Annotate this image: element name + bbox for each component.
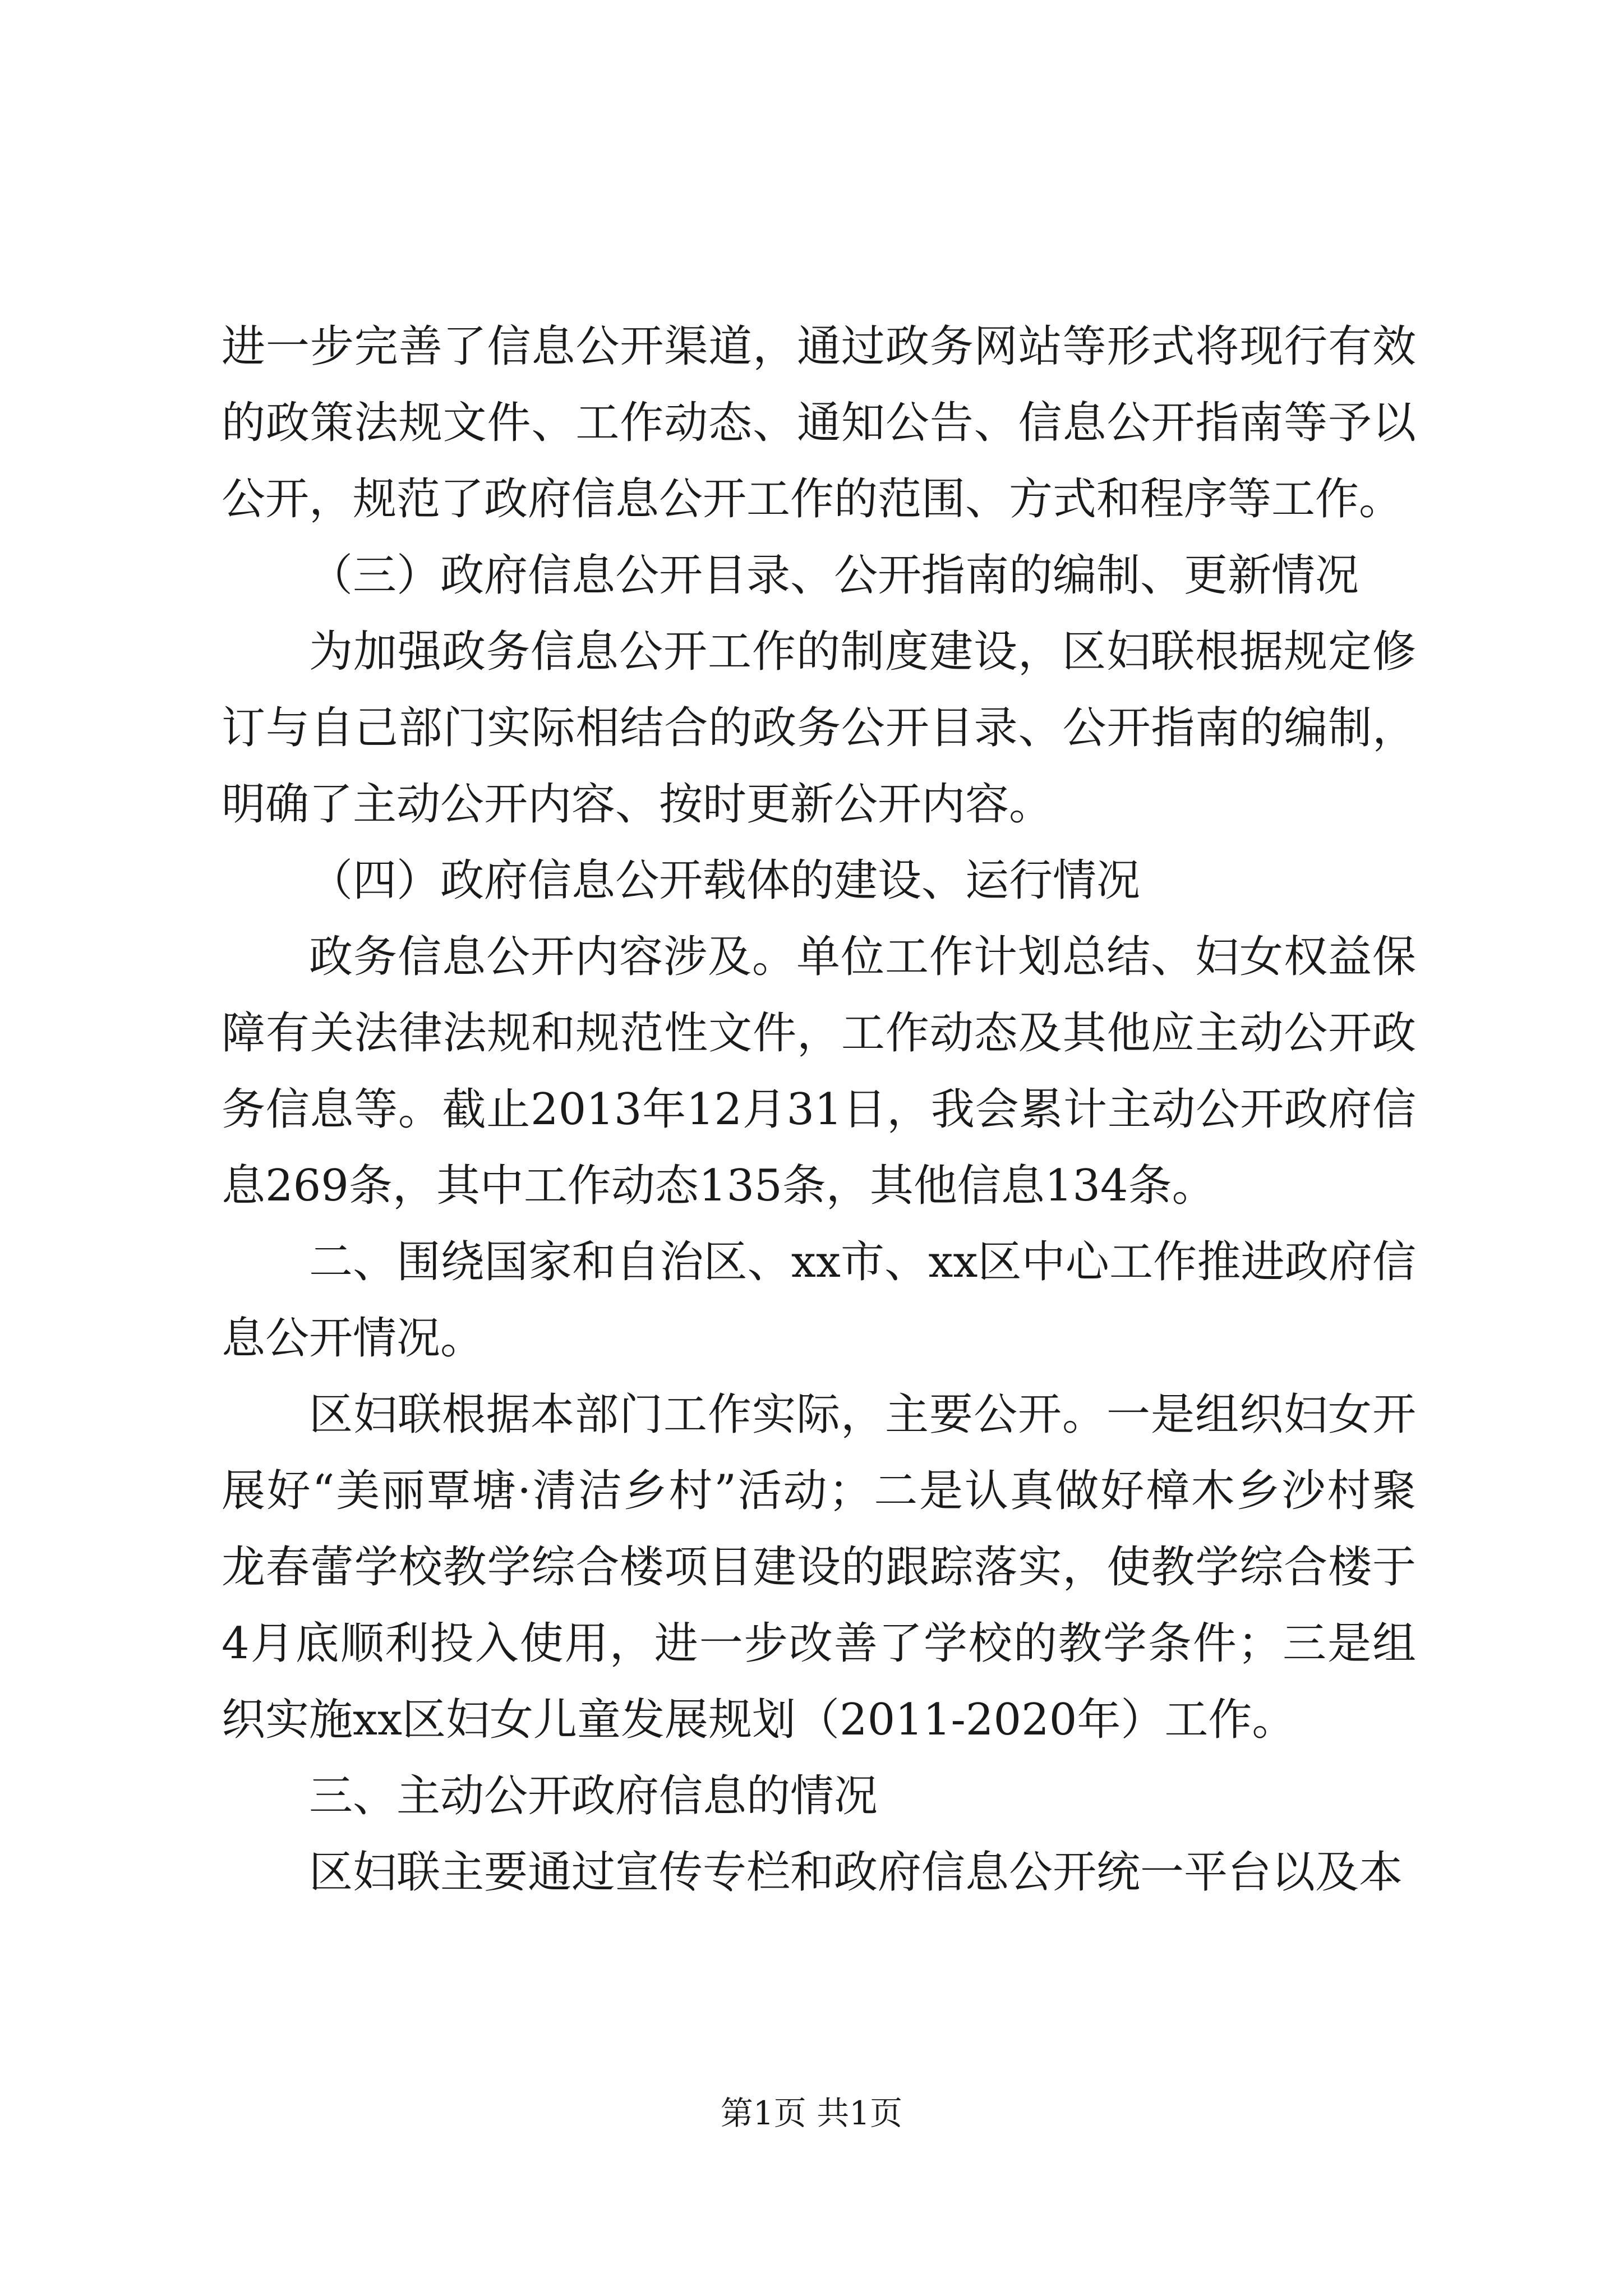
document-body <box>222 309 1416 1911</box>
section-heading-3: （三）政府信息公开目录、公开指南的编制、更新情况 <box>309 550 1359 601</box>
paragraph-5: 区妇联主要通过宣传专栏和政府信息公开统一平台以及本 <box>309 1847 1403 1898</box>
paragraph-4: 区妇联根据本部门工作实际，主要公开。一是组织妇女开展好“美丽覃塘·清洁乡村”活动；二是认真做好樟木乡沙村聚龙春蕾学校教学综合楼项目建设的跟踪落实，使教学综合楼于4月底顺利投入使用，进一步改善了学校的教学条件；三是组织实施xx区妇女儿童发展规划（2011-2020年）工作。 <box>222 1389 1416 1745</box>
section-heading-two: 二、围绕国家和自治区、xx市、xx区中心工作推进政府信息公开情况。 <box>222 1237 1416 1364</box>
paragraph-3: 政务信息公开内容涉及。单位工作计划总结、妇女权益保障有关法律法规和规范性文件，工作动态及其他应主动公开政务信息等。截止2013年12月31日，我会累计主动公开政府信息269条，其中工作动态135条，其他信息134条。 <box>222 932 1416 1211</box>
paragraph-1: 进一步完善了信息公开渠道，通过政务网站等形式将现行有效的政策法规文件、工作动态、通知公告、信息公开指南等予以公开，规范了政府信息公开工作的范围、方式和程序等工作。 <box>222 321 1416 524</box>
section-heading-4: （四）政府信息公开载体的建设、运行情况 <box>309 855 1141 906</box>
paragraph-2: 为加强政务信息公开工作的制度建设，区妇联根据规定修订与自己部门实际相结合的政务公开目录、公开指南的编制，明确了主动公开内容、按时更新公开内容。 <box>222 627 1416 830</box>
section-heading-three: 三、主动公开政府信息的情况 <box>309 1771 878 1821</box>
page-footer: 第1页 共1页 <box>720 2094 903 2132</box>
